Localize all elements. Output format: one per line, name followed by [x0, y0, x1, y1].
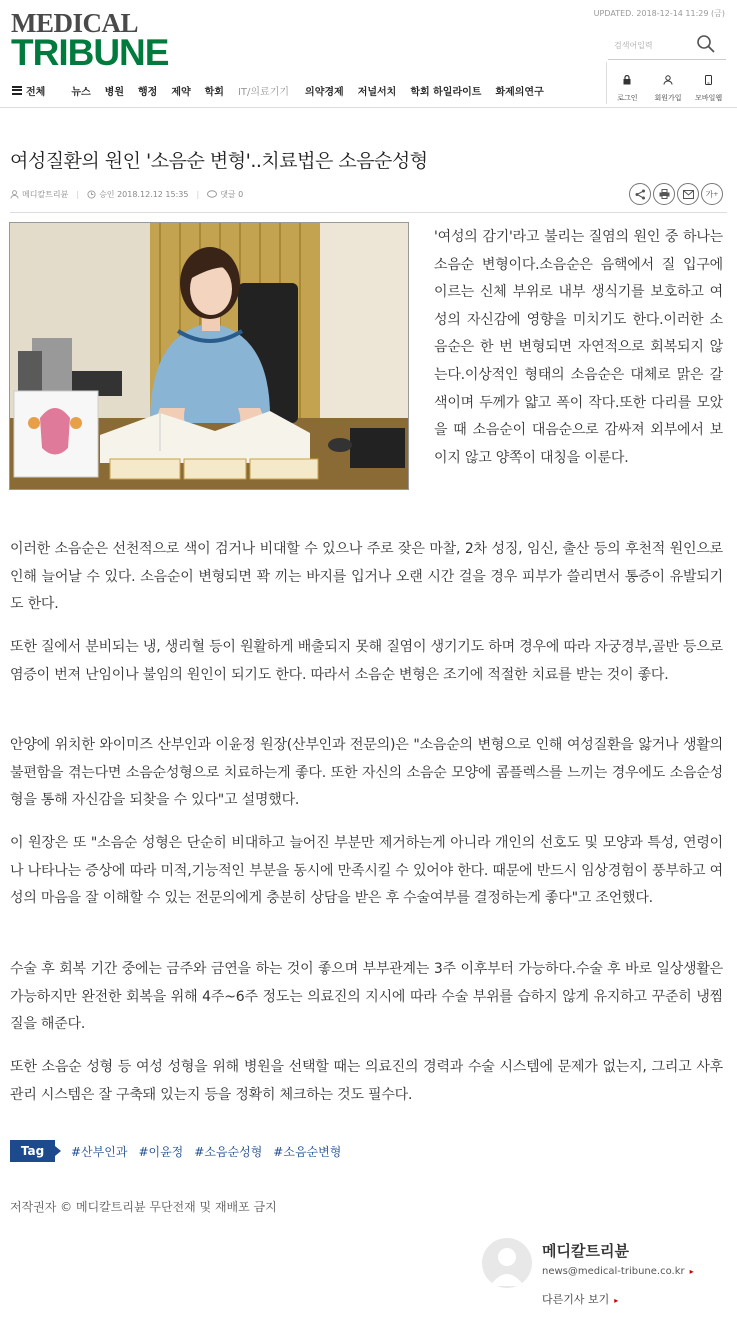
signup-label: 회원가입 — [654, 94, 682, 102]
lock-icon — [623, 75, 631, 85]
nav-item-hospital[interactable]: 병원 — [104, 86, 124, 98]
arrow-right-icon: ▸ — [614, 1296, 619, 1305]
mobile-web-label: 모바일웹 — [695, 94, 723, 102]
article-paragraph-6: 또한 소음순 성형 등 여성 성형을 위해 병원을 선택할 때는 의료진의 경력과 수술 시스템에 문제가 없는지, 그리고 사후 관리 시스템은 잘 구축돼 있는지 등을 정확히 체크하는 것도 필수다. — [10, 1059, 723, 1103]
arrow-right-icon: ▸ — [689, 1267, 694, 1276]
nav-item-journal[interactable]: 저널서치 — [357, 86, 397, 98]
reporter-email-link[interactable] — [542, 1266, 694, 1277]
menu-all-button[interactable] — [12, 83, 45, 98]
nav-item-society[interactable]: 학회 — [204, 86, 224, 98]
tag-link[interactable]: #산부인과 — [71, 1144, 128, 1159]
avatar — [482, 1238, 532, 1288]
mobile-web-link[interactable] — [688, 62, 729, 104]
article-lead: '여성의 감기'라고 불리는 질염의 원인 중 하나는 소음순 변형이다.소음순은 음핵에서 질 입구에 이르는 신체 부위로 내부 생식기를 보호하고 여성의 자신감에 영향을 미치기도 한다.이러한 소음순은 한 번 변형되면 자연적으로 회복되지 않는다.이상적인 형태의 소음순은 대체로 맑은 갈색이며 두께가 얇고 폭이 작다.또한 다리를 모았을 때 소음순이 대음순으로 감싸져 외부에서 보이지 않고 양쪽이 대칭을 이룬다. — [434, 229, 723, 466]
comment-icon — [207, 190, 217, 199]
more-articles-link[interactable] — [542, 1291, 618, 1307]
user-icon — [10, 190, 19, 199]
share-icon[interactable] — [629, 183, 651, 205]
login-link[interactable] — [607, 62, 648, 104]
site-header — [0, 0, 737, 108]
user-icon — [663, 75, 673, 85]
site-logo[interactable] — [11, 10, 168, 71]
tag-list — [10, 1140, 352, 1162]
comment-count: 댓글 0 — [220, 190, 244, 199]
menu-all-label: 전체 — [26, 86, 46, 98]
author-name: 메디칼트리뷴 — [22, 190, 69, 199]
article-tools — [629, 183, 725, 205]
clock-icon — [87, 190, 96, 199]
article-paragraph-1: 이러한 소음순은 선천적으로 색이 검거나 비대할 수 있으나 주로 잦은 마찰, 2차 성징, 임신, 출산 등의 후천적 원인으로 인해 늘어날 수 있다. 소음순이 변형되면 꽉 끼는 바지를 입거나 오랜 시간 걸을 경우 피부가 쓸리면서 통증이 유발되기도 한다. — [10, 541, 723, 613]
search-icon[interactable] — [696, 34, 716, 54]
nav-item-highlight[interactable]: 학회 하일라이트 — [410, 86, 482, 98]
tag-label: Tag — [10, 1140, 55, 1162]
print-icon[interactable] — [653, 183, 675, 205]
doctor-photo — [10, 223, 409, 490]
approved-date: 승인 2018.12.12 15:35 — [99, 190, 189, 199]
copyright-notice: 저작권자 © 메디칼트리뷴 무단전재 및 재배포 금지 — [10, 1200, 277, 1214]
main-nav — [12, 83, 558, 97]
article-meta: 메디칼트리뷴 | 승인 2018.12.12 15:35 | 댓글 0 — [10, 189, 243, 200]
reporter-name: 메디칼트리뷴 — [542, 1242, 629, 1260]
article-paragraph-5: 수술 후 회복 기간 중에는 금주와 금연을 하는 것이 좋으며 부부관계는 3주 이후부터 가능하다.수술 후 바로 일상생활은 가능하지만 완전한 회복을 위해 4주~6주 정도는 의료진의 지시에 따라 수술 부위를 습하지 않게 유지하고 꾸준히 냉찜질을 해준다. — [10, 961, 723, 1033]
nav-item-pharma[interactable]: 제약 — [171, 86, 191, 98]
font-size-icon[interactable]: 가 + — [701, 183, 723, 205]
article-title: 여성질환의 원인 '소음순 변형'..치료법은 소음순성형 — [10, 150, 428, 172]
updated-timestamp: UPDATED. 2018-12-14 11:29 (금) — [593, 9, 725, 18]
logo-line1: MEDICAL — [11, 8, 139, 38]
tag-link[interactable]: #이윤정 — [138, 1144, 184, 1159]
search-input[interactable]: 검색어입력 — [614, 41, 653, 50]
author-info — [10, 189, 68, 200]
divider — [10, 212, 727, 213]
nav-item-admin[interactable]: 행정 — [137, 86, 158, 98]
nav-item-it-device[interactable]: IT/의료기기 — [237, 86, 290, 98]
tag-link[interactable]: #소음순성형 — [194, 1144, 263, 1159]
article-photo — [9, 222, 409, 490]
comment-info[interactable] — [207, 189, 243, 200]
nav-item-research[interactable]: 화제의연구 — [495, 86, 544, 98]
mobile-icon — [705, 75, 712, 85]
logo-line2: TRIBUNE — [11, 32, 169, 73]
email-icon[interactable] — [677, 183, 699, 205]
reporter-email: news@medical-tribune.co.kr — [542, 1266, 685, 1277]
search-box[interactable] — [608, 30, 726, 60]
article-paragraph-4: 이 원장은 또 "소음순 성형은 단순히 비대하고 늘어진 부분만 제거하는게 아니라 개인의 선호도 및 모양과 특성, 연령이나 나타나는 증상에 따라 미적,기능적인 부분을 동시에 만족시킬 수 있어야 한다. 때문에 반드시 임상경험이 풍부하고 여성의 마음을 잘 이해할 수 있는 전문의에게 충분히 상담을 받은 후 수술여부를 결정하는게 좋다"고 조언했다. — [10, 835, 723, 907]
nav-item-economy[interactable]: 의약경제 — [305, 86, 344, 98]
hamburger-icon — [12, 86, 22, 95]
user-links — [606, 62, 729, 104]
article-paragraph-3: 안양에 위치한 와이미즈 산부인과 이윤정 원장(산부인과 전문의)은 "소음순의 변형으로 인해 여성질환을 앓거나 생활의 불편함을 겪는다면 소음순성형으로 치료하는게 좋다. 또한 자신의 소음순 모양에 콤플렉스를 느끼는 경우에도 소음순성형을 통해 자신감을 되찾을 수 있다"고 설명했다. — [10, 737, 723, 809]
tag-link[interactable]: #소음순변형 — [273, 1144, 342, 1159]
signup-link[interactable] — [648, 62, 689, 104]
nav-item-news[interactable]: 뉴스 — [71, 86, 91, 98]
article-paragraph-2: 또한 질에서 분비되는 냉, 생리혈 등이 원활하게 배출되지 못해 질염이 생기기도 하며 경우에 따라 자궁경부,골반 등으로 염증이 번져 난임이나 불임의 원인이 되기도 한다. 따라서 소음순 변형은 조기에 적절한 치료를 받는 것이 좋다. — [10, 639, 723, 683]
approved-info — [87, 189, 188, 200]
login-label: 로그인 — [617, 94, 638, 102]
more-articles-label: 다른기사 보기 — [542, 1293, 610, 1306]
